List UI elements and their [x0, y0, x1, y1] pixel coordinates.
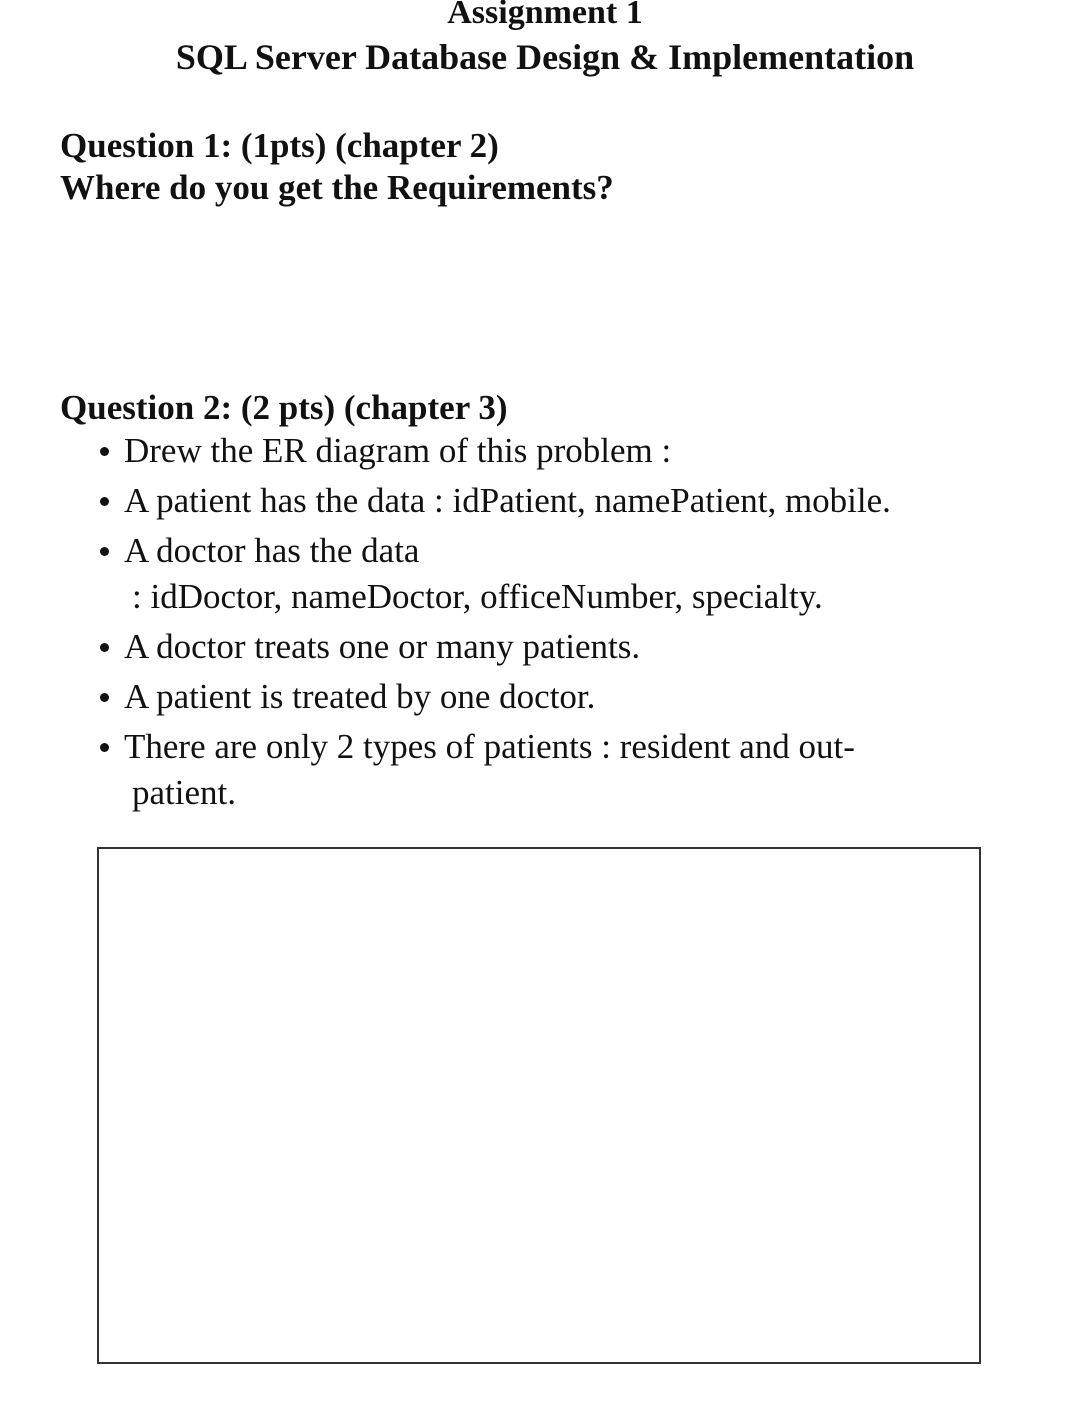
bullet-icon: [100, 743, 109, 752]
bullet-icon: [100, 497, 109, 506]
course-subtitle: SQL Server Database Design & Implementation: [175, 37, 915, 77]
bullet-text: A doctor treats one or many patients.: [124, 627, 641, 666]
list-item: [100, 528, 1000, 620]
assignment-title: Assignment 1: [447, 0, 643, 31]
bullet-continuation: patient.: [132, 773, 236, 812]
bullet-text: There are only 2 types of patients : resident and out-: [124, 727, 855, 766]
bullet-icon: [100, 643, 109, 652]
bullet-text: A patient is treated by one doctor.: [124, 677, 596, 716]
list-item: [100, 428, 1000, 474]
question-2-heading: Question 2: (2 pts) (chapter 3): [60, 388, 508, 427]
list-item: [100, 674, 1000, 720]
list-item: [100, 724, 1000, 816]
question-2-bullet-list: [100, 428, 1000, 820]
list-item: [100, 478, 1000, 524]
list-item: [100, 624, 1000, 670]
bullet-icon: [100, 447, 109, 456]
bullet-continuation: : idDoctor, nameDoctor, officeNumber, specialty.: [132, 577, 823, 616]
bullet-text: A doctor has the data: [124, 531, 420, 570]
bullet-icon: [100, 547, 109, 556]
bullet-text: A patient has the data : idPatient, namePatient, mobile.: [124, 481, 891, 520]
question-1-heading: Question 1: (1pts) (chapter 2): [60, 126, 499, 165]
bullet-icon: [100, 693, 109, 702]
bullet-text: Drew the ER diagram of this problem :: [124, 431, 672, 470]
answer-box[interactable]: [97, 847, 981, 1364]
question-1-text: Where do you get the Requirements?: [60, 168, 614, 207]
